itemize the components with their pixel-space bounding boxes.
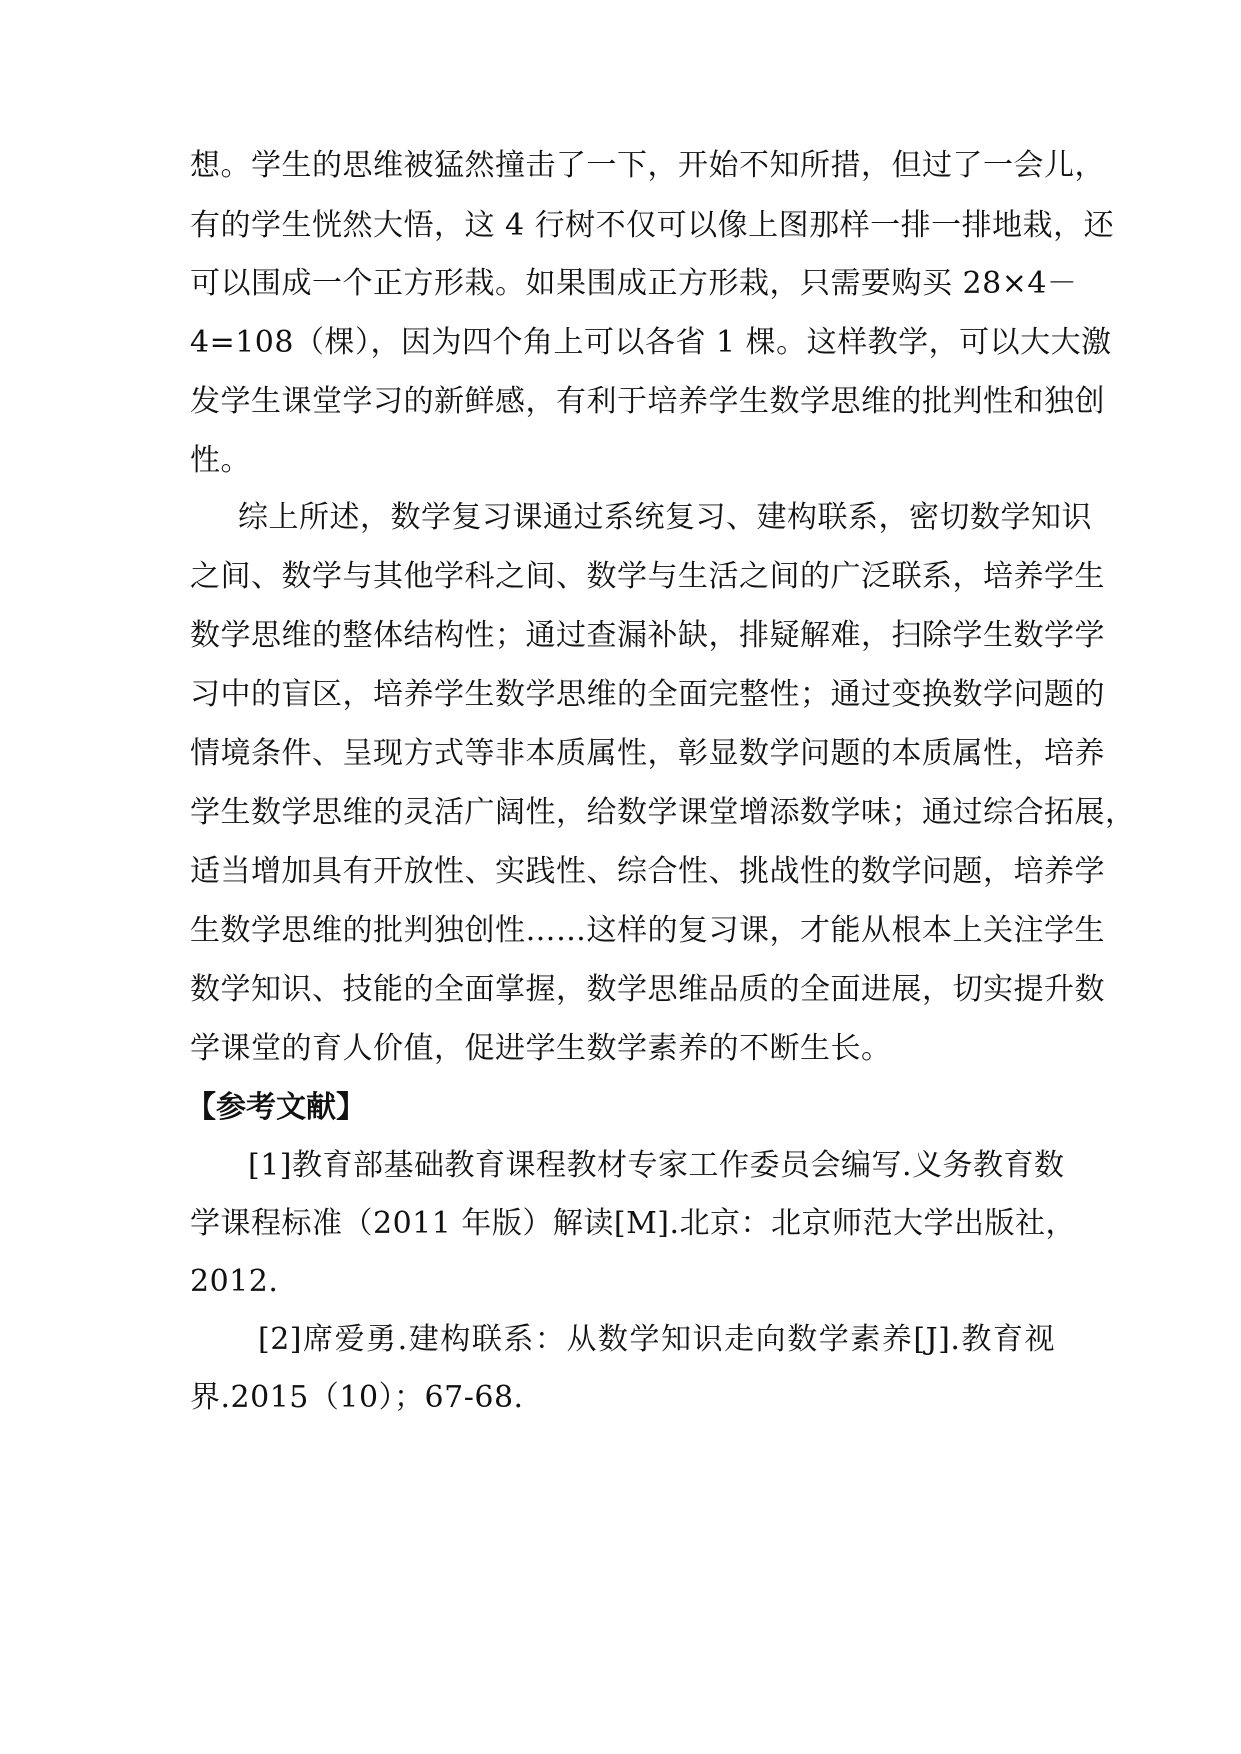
paragraph-line: 生数学思维的批判独创性……这样的复习课，才能从根本上关注学生: [190, 913, 1105, 948]
paragraph-line: 数学思维的整体结构性；通过查漏补缺，排疑解难，扫除学生数学学: [190, 618, 1105, 653]
paragraph-line: 性。: [190, 443, 251, 478]
paragraph-line: 发学生课堂学习的新鲜感，有利于培养学生数学思维的批判性和独创: [190, 384, 1105, 419]
paragraph-line: 学生数学思维的灵活广阔性，给数学课堂增添数学味；通过综合拓展，: [190, 795, 1136, 830]
reference-line: 2012.: [190, 1264, 279, 1299]
paragraph-line: 有的学生恍然大悟，这 4 行树不仅可以像上图那样一排一排地栽，还: [190, 208, 1115, 243]
paragraph-line: 数学知识、技能的全面掌握，数学思维品质的全面进展，切实提升数: [190, 972, 1105, 1007]
reference-line: 学课程标准（2011 年版）解读[M].北京：北京师范大学出版社，: [190, 1206, 1077, 1241]
reference-line: [1]教育部基础教育课程教材专家工作委员会编写.义务教育数: [248, 1148, 1065, 1183]
references-heading: 【参考文献】: [186, 1090, 366, 1125]
paragraph-line: 适当增加具有开放性、实践性、综合性、挑战性的数学问题，培养学: [190, 854, 1105, 889]
paragraph-line: 习中的盲区，培养学生数学思维的全面完整性；通过变换数学问题的: [190, 677, 1105, 712]
paragraph-line: 学课堂的育人价值，促进学生数学素养的不断生长。: [190, 1031, 892, 1066]
paragraph-line: 之间、数学与其他学科之间、数学与生活之间的广泛联系，培养学生: [190, 559, 1105, 594]
paragraph-line: 综上所述，数学复习课通过系统复习、建构联系，密切数学知识: [238, 500, 1092, 535]
reference-line: [2]席爱勇.建构联系：从数学知识走向数学素养[J].教育视: [258, 1322, 1055, 1357]
reference-line: 界.2015（10）；67-68.: [190, 1380, 524, 1415]
paragraph-line: 情境条件、呈现方式等非本质属性，彰显数学问题的本质属性，培养: [190, 736, 1105, 771]
paragraph-line: 4=108（棵），因为四个角上可以各省 1 棵。这样教学，可以大大激: [190, 325, 1112, 360]
paragraph-line: 可以围成一个正方形栽。如果围成正方形栽，只需要购买 28×4－: [190, 266, 1078, 301]
paragraph-line: 想。学生的思维被猛然撞击了一下，开始不知所措，但过了一会儿，: [190, 148, 1105, 183]
